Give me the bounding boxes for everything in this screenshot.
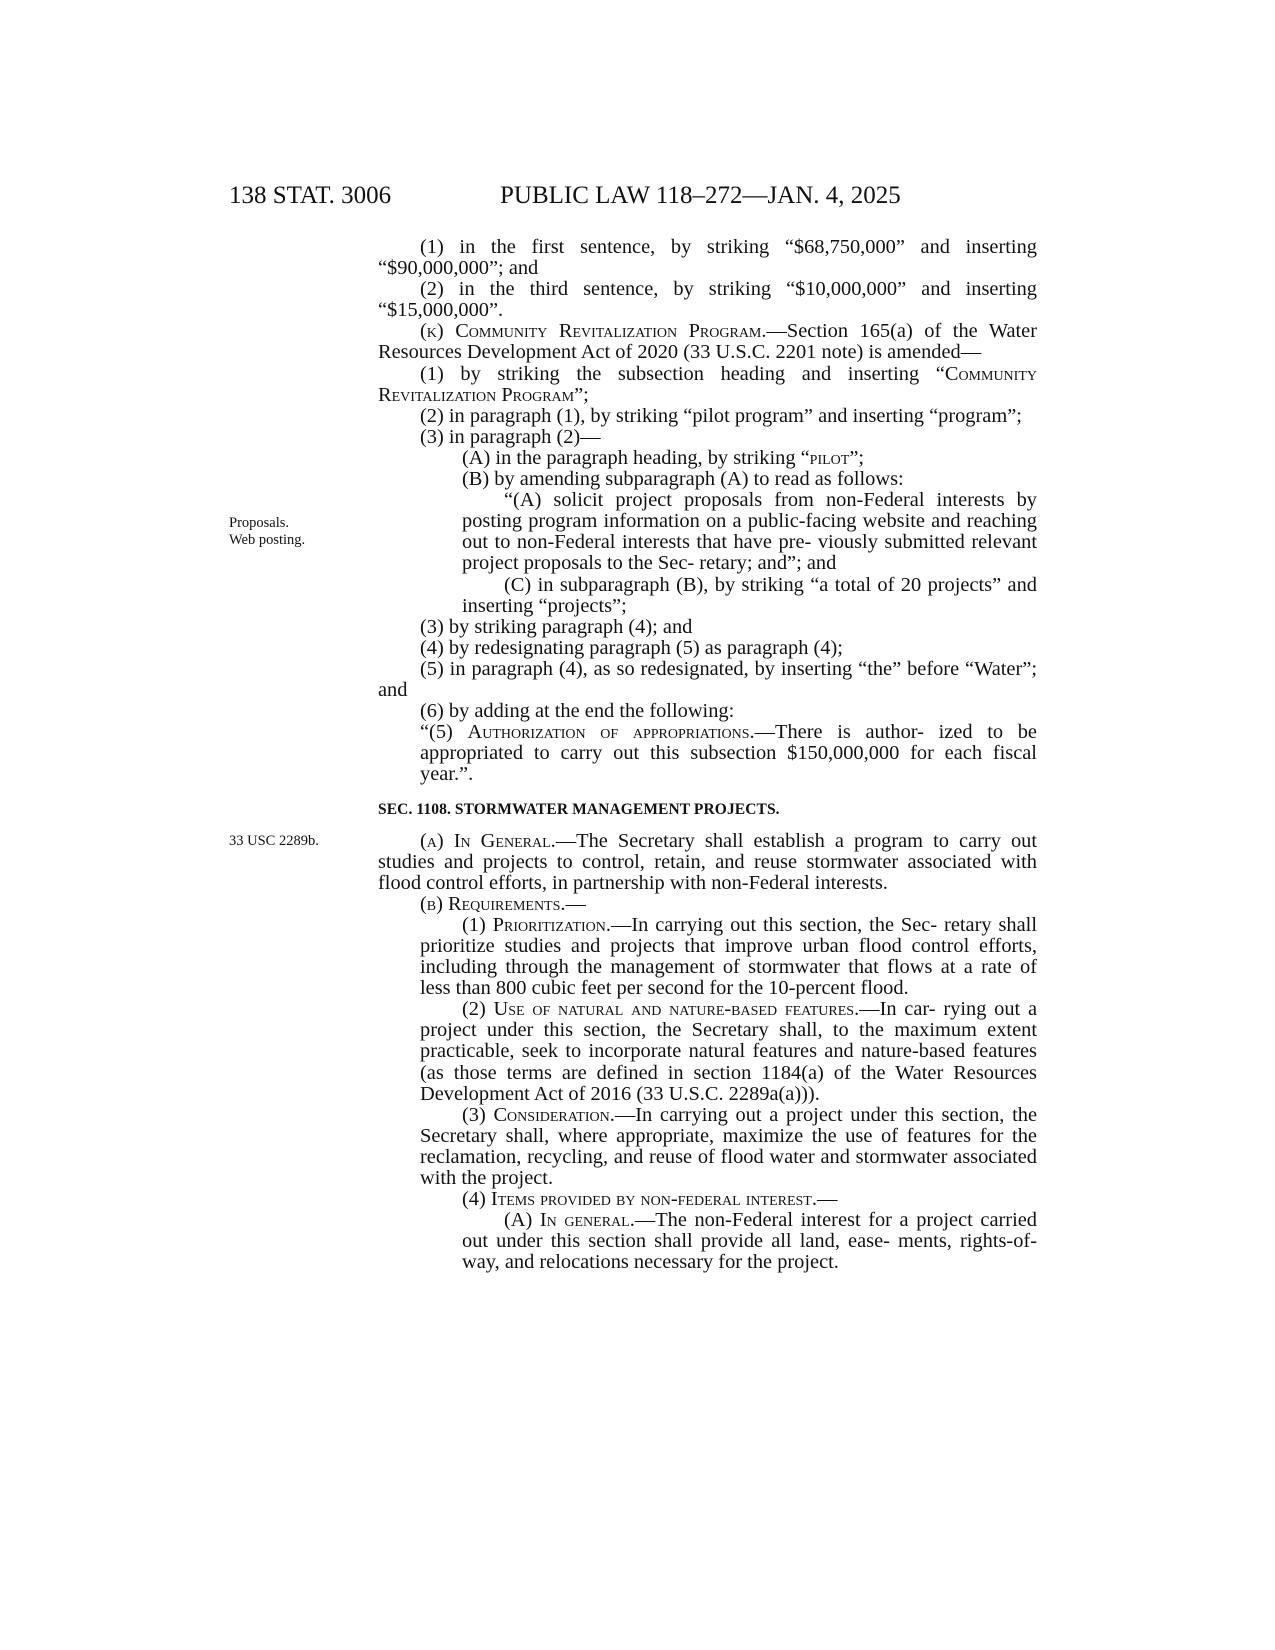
line: (6) by adding at the end the following: (420, 700, 735, 723)
line: $150,000,000 for each fiscal year.”. (420, 742, 1037, 786)
line: carried out under this section shall provide all land, ease- (462, 1209, 1037, 1253)
page-header-title: PUBLIC LAW 118–272—JAN. 4, 2025 (500, 182, 901, 209)
subsection-a (378, 831, 1037, 894)
quoted-subparagraph (378, 490, 1037, 574)
line: —The Secretary shall establish a program to (555, 829, 949, 852)
line: —In carrying out this section, the Sec- (610, 913, 938, 936)
line: stormwater associated with flood control efforts, in partnership (378, 850, 1037, 894)
line: viously submitted relevant project proposals to the Sec- (462, 531, 1037, 575)
quoted-heading: Authorization of appropriations. (467, 721, 755, 744)
line: —In car- (859, 998, 936, 1021)
line: (4) by redesignating paragraph (5) as paragraph (4); (420, 636, 843, 659)
line: (5) in paragraph (4), as so redesignated, by inserting “the” (420, 657, 902, 680)
quoted-paragraph-5 (378, 722, 1037, 785)
paragraph-b2-heading: (2) Use of natural and nature-based features. (462, 998, 860, 1021)
subsection-b-heading: (b) Requirements. (420, 892, 566, 915)
paragraph-k3b (378, 617, 1037, 638)
line: ments, rights-of-way, and relocations necessary for the (462, 1230, 1037, 1274)
line: (A) in the paragraph heading, by striking “ (462, 446, 810, 469)
line: retary shall prioritize studies and projects that improve urban (420, 913, 1037, 957)
page-stat-number: 138 STAT. 3006 (229, 182, 392, 209)
line: with non-Federal interests. (669, 871, 888, 894)
subparagraph-k3A (378, 448, 1037, 469)
line: “(5) (420, 721, 468, 744)
line: retary; and”; and (699, 552, 837, 575)
paragraph-k1 (378, 364, 1037, 406)
line: “(A) solicit project proposals from non-Federal interests (504, 489, 1005, 512)
line: (1) by striking the subsection heading and inserting (420, 362, 920, 385)
subparagraph-b4A-heading: (A) In general. (504, 1209, 635, 1232)
line: note) is amended— (821, 341, 982, 364)
subparagraph-k3B: (B) by amending subparagraph (A) to read as follows: (462, 468, 904, 491)
margin-note-usc: 33 USC 2289b. (229, 833, 319, 849)
paragraph-k5 (378, 659, 1037, 701)
line: by posting program information on a public-facing website (462, 489, 1037, 533)
line: project. (777, 1251, 839, 1274)
line: inserting “$15,000,000”. (378, 278, 1037, 322)
line: use of features for the reclamation, recycling, and reuse of (420, 1124, 1037, 1168)
quoted-heading: Community Revitalization Program (378, 362, 1037, 406)
line: (C) in subparagraph (B), by striking “a total of 20 (504, 573, 922, 596)
line: (2) in paragraph (1), by striking “pilot program” and (420, 404, 848, 427)
paragraph-1 (378, 237, 1037, 279)
line: —Section 165(a) of (766, 320, 942, 343)
paragraph-b4-heading: (4) Items provided by non-federal interest. (462, 1188, 817, 1211)
section-heading: SEC. 1108. STORMWATER MANAGEMENT PROJECTS. (378, 801, 780, 819)
line: —There is author- (754, 721, 924, 744)
line: rying out a project under this section, the Secretary shall, (420, 998, 1037, 1042)
line: ized to be appropriated to carry out this subsection (420, 721, 1037, 765)
line: section, the Secretary shall, where appropriate, maximize the (420, 1103, 1037, 1147)
line: ”; (849, 446, 865, 469)
line: in section 1184(a) of the Water Resources Development Act (420, 1061, 1037, 1105)
subparagraph-k3C (378, 575, 1037, 617)
paragraph-k2 (378, 406, 1037, 427)
margin-note-web-posting: Web posting. (229, 532, 306, 548)
paragraph-2 (378, 279, 1037, 321)
line: per second for the 10-percent flood. (616, 977, 909, 1000)
line: flood control efforts, including through the management of (420, 935, 1037, 979)
paragraph-b4 (378, 1189, 1037, 1210)
paragraph-b3 (378, 1105, 1037, 1189)
paragraph-b2 (378, 999, 1037, 1104)
line: flood water and stormwater associated with the project. (420, 1145, 1037, 1190)
paragraph-b1 (378, 915, 1037, 999)
subparagraph-b4A (378, 1210, 1037, 1273)
quoted-word: pilot (809, 446, 850, 469)
line: —The non-Federal interest for a project (634, 1209, 973, 1232)
line: carry out studies and projects to control, retain, and reuse (378, 829, 1037, 873)
document-body (378, 237, 1037, 1274)
line: “ (935, 362, 945, 385)
line: ”; (574, 383, 589, 406)
dash: — (816, 1188, 838, 1211)
dash: — (565, 892, 586, 915)
line: (3) by striking paragraph (4); and (420, 615, 693, 638)
line: and reaching out to non-Federal interests that have pre- (462, 510, 1037, 554)
paragraph-k4 (378, 638, 1037, 659)
line: the Water Resources Development Act of 2020 (33 U.S.C. 2201 (378, 320, 1037, 364)
line: —In carrying out a project under this (614, 1103, 934, 1126)
paragraph-b3-heading: (3) Consideration. (462, 1103, 615, 1126)
line: (1) in the first sentence, by striking “$68,750,000” and (420, 236, 950, 258)
line: inserting “program”; (852, 404, 1022, 427)
line: stormwater that flows at a rate of less than 800 cubic feet (420, 956, 1037, 1000)
line: of 2016 (33 U.S.C. 2289a(a))). (568, 1082, 820, 1105)
subsection-k (378, 321, 1037, 363)
subsection-b (378, 894, 1037, 915)
margin-note-proposals-text: Proposals. (229, 515, 290, 531)
margin-note-proposals (229, 515, 305, 549)
line: features and nature-based features (as those terms are defined (420, 1040, 1037, 1084)
line: (2) in the third sentence, by striking “$10,000,000” and (420, 278, 951, 301)
line: before “Water”; and (378, 657, 1037, 701)
subsection-k-heading: (k) Community Revitalization Program. (420, 320, 767, 343)
paragraph-k3: (3) in paragraph (2)— (420, 425, 601, 448)
paragraph-b1-heading: (1) Prioritization. (462, 913, 611, 936)
line: to the maximum extent practicable, seek to incorporate natural (420, 1019, 1037, 1063)
line: projects” and inserting “projects”; (462, 573, 1037, 617)
paragraph-k6 (378, 701, 1037, 722)
line: inserting “$90,000,000”; and (378, 236, 1037, 280)
subsection-a-heading: (a) In General. (420, 829, 556, 852)
